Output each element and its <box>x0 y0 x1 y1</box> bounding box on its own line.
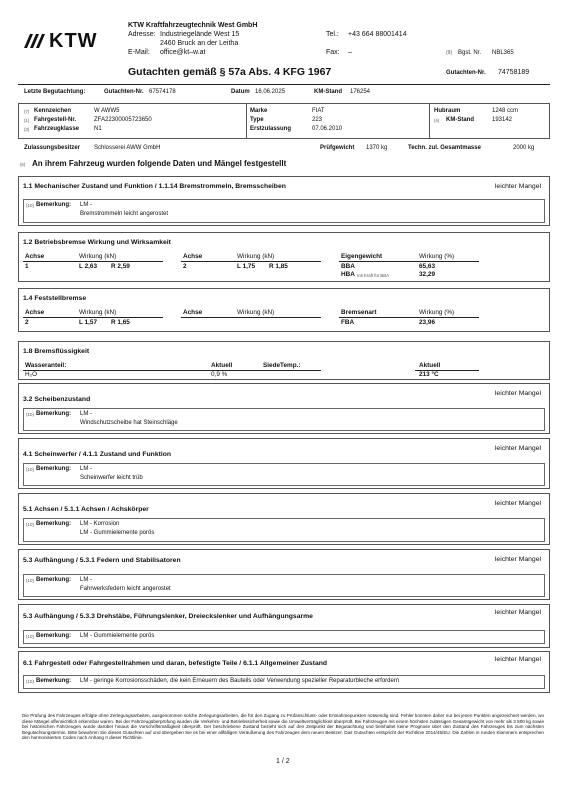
email-label: E-Mail: <box>128 49 150 56</box>
section-title: 1.8 Bremsflüssigkeit <box>23 348 90 355</box>
fahrgestell-value: ZFA22300005723650 <box>94 117 152 123</box>
tel-label: Tel.: <box>326 31 339 38</box>
col-wirkung-pct: Wirkung (%) <box>419 309 455 316</box>
fax-label: Fax: <box>326 49 340 56</box>
erstzulassung-label: Erstzulassung <box>250 126 292 132</box>
severity-label: leichter Mangel <box>494 609 541 616</box>
logo-text: KTW <box>49 30 98 52</box>
remark-code: (10) <box>26 522 35 527</box>
severity-label: leichter Mangel <box>494 390 541 397</box>
row-achse2: 2 <box>183 263 187 270</box>
col-bremsenart: Bremsenart <box>341 309 377 316</box>
col-wirkung: Wirkung (kN) <box>79 253 117 260</box>
remark-label: Bemerkung: <box>36 521 72 527</box>
marke-value: FIAT <box>312 108 325 114</box>
header-underline <box>23 370 321 371</box>
footer-disclaimer: Die Prüfung des Fahrzeuges erfolgte ohne Zerlegungsarbeiten, ausgenommen solche Zerlegungsarbeiten, die für den Zugang zu Prüfanschluss- oder Entnahmepunkten notwendig sind. Fehler konnten daher nur bei jenen Punkten angezeichnet werden, wo diese Mängel offensichtlich erkennbar waren. Bei der Fahrzeugüberprüfung wurden die Verkehrs- und Betriebssicherheit sowie die Umweltverträglichkeit überprüft. Bei Fahrzeugen mit einem höchsten zulässigen Gesamtgewicht von mehr als 3 500 kg sowie bei historischen Fahrzeugen wurde darüber hinaus die Vorschriftsmäßigkeit überprüft. Der beschriebene Zustand bezieht sich auf den Zeitpunkt der Begutachtung und beinhaltet keine Prognose über den Zustand des Fahrzeuges bis zum nächsten Begutachtungstermin. Bitte bewahren Sie dieses Gutachten auf und übergeben Sie es bei einer allfälligen Veräußerung des Fahrzeuges dem neuen Besitzer. Das Gutachten entspricht der Richtlinie 2014/45/EU. Die Zahlen in runden Klammern entsprechen den harmonisierten Codes nach Anhang II dieser Richtlinie. <box>22 713 544 741</box>
section-title: 1.4 Feststellbremse <box>23 295 87 302</box>
col-siedetemp: SiedeTemp.: <box>263 362 301 369</box>
header-underline <box>23 261 163 262</box>
tel-value: +43 664 88001414 <box>348 31 407 38</box>
remark-line1: LM - geringe Korrosionsschäden, die kein Erneuern des Bauteils oder Verwendung spezieller Reparaturbleche erfordern <box>80 678 400 684</box>
col-achse: Achse <box>25 309 45 316</box>
brake-section-1-2 <box>18 232 550 282</box>
remark-line1: LM - <box>80 202 92 208</box>
defect-section-5-1 <box>18 493 550 545</box>
header-underline <box>181 261 321 262</box>
address-line1: Industriegelände West 15 <box>160 31 240 38</box>
defect-section-5-3-1 <box>18 549 550 600</box>
zulassungsbesitzer-value: Schlosserei AWW GmbH <box>94 145 161 151</box>
section-title: 6.1 Fahrgestell oder Fahrgestellrahmen und daran, befestigte Teile / 6.1.1 Allgemeiner Zustand <box>23 660 328 667</box>
remark-label: Bemerkung: <box>36 678 72 684</box>
col-wirkung2: Wirkung (kN) <box>237 309 275 316</box>
gutachten-nr-value: 74758189 <box>498 69 530 76</box>
hubraum-label: Hubraum <box>434 108 461 114</box>
type-label: Type <box>250 117 264 123</box>
remark-box <box>23 574 545 597</box>
remark-box <box>23 199 545 223</box>
row-left2: L 1,75 <box>237 263 256 270</box>
section-title: 5.3 Aufhängung / 5.3.1 Federn und Stabilisatoren <box>23 557 181 564</box>
defect-section-5-3-3 <box>18 604 550 648</box>
remark-line1: LM - <box>80 466 92 472</box>
remark-label: Bemerkung: <box>36 411 72 417</box>
col-wasseranteil: Wasseranteil: <box>25 362 67 369</box>
remark-box <box>23 518 545 542</box>
bgst-code: (9) <box>446 50 453 56</box>
section-title: 1.2 Betriebsbremse Wirkung und Wirksamkeit <box>23 239 171 246</box>
vehicle-col-divider <box>429 104 430 138</box>
marke-label: Marke <box>250 108 268 114</box>
col-achse2: Achse <box>183 309 203 316</box>
pruefgewicht-value: 1370 kg <box>366 145 388 151</box>
fahrgestell-label: Fahrgestell-Nr. <box>34 117 77 123</box>
mangel-heading-code: (6) <box>20 162 26 167</box>
fahrgestell-code: (1) <box>24 118 30 123</box>
section-title: 4.1 Scheinwerfer / 4.1.1 Zustand und Funktion <box>23 451 172 458</box>
row-right: R 2,59 <box>111 263 130 270</box>
header-underline <box>339 317 479 318</box>
section-title: 5.1 Achsen / 5.1.1 Achsen / Achskörper <box>23 506 149 513</box>
mangel-heading: An ihrem Fahrzeug wurden folgende Daten und Mängel festgestellt <box>32 159 287 168</box>
remark-code: (10) <box>26 467 35 472</box>
datum-label: Datum <box>231 89 250 95</box>
letzte-label: Letzte Begutachtung: <box>24 89 86 95</box>
col-aktuell2: Aktuell <box>419 362 441 369</box>
pruefgewicht-label: Prüfgewicht <box>320 145 355 151</box>
remark-box <box>23 675 545 689</box>
hubraum-value: 1248 ccm <box>492 108 519 114</box>
fba-label: FBA <box>341 319 355 326</box>
letzte-gnr-value: 67574178 <box>149 89 176 95</box>
fba-value: 23,96 <box>419 319 435 326</box>
severity-label: leichter Mangel <box>494 656 541 663</box>
remark-code: (10) <box>26 412 35 417</box>
fahrzeugklasse-value: N1 <box>94 126 102 132</box>
remark-code: (10) <box>26 634 35 639</box>
parking-brake-section <box>18 288 550 332</box>
defect-section-3-2 <box>18 383 550 434</box>
severity-label: leichter Mangel <box>494 556 541 563</box>
col-wirkung-pct: Wirkung (%) <box>419 253 455 260</box>
row-h2o: H₂O <box>25 371 38 378</box>
bgst-value: NBL365 <box>492 50 514 56</box>
remark-line2: Windschutzscheibe hat Steinschläge <box>80 420 178 426</box>
header-underline <box>339 261 479 262</box>
kennzeichen-value: W AWW5 <box>94 108 120 114</box>
severity-label: leichter Mangel <box>494 445 541 452</box>
kennzeichen-label: Kennzeichen <box>34 108 72 114</box>
row-temp: 213 °C <box>419 371 439 378</box>
remark-line1: LM - <box>80 577 92 583</box>
row-achse: 1 <box>25 263 29 270</box>
divider <box>18 84 550 85</box>
km-value: 176254 <box>350 89 371 95</box>
kennzeichen-code: (7) <box>24 109 30 114</box>
bba-label: BBA <box>341 263 355 270</box>
fahrzeugklasse-code: (3) <box>24 127 30 132</box>
type-value: 223 <box>312 117 323 123</box>
remark-label: Bemerkung: <box>36 633 72 639</box>
bgst-label: Bgst. Nr. <box>458 50 482 56</box>
remark-label: Bemerkung: <box>36 466 72 472</box>
bba-value: 65,63 <box>419 263 435 270</box>
remark-label: Bemerkung: <box>36 577 72 583</box>
row-left: L 2,63 <box>79 263 98 270</box>
remark-line1: LM - Gummielemente porös <box>80 633 155 639</box>
gesamtmasse-value: 2000 kg <box>513 145 535 151</box>
address-line2: 2460 Bruck an der Leitha <box>160 40 239 47</box>
header-underline <box>181 317 321 318</box>
remark-line2: Fahrwerksfedern leicht angerostet <box>80 586 171 592</box>
remark-box <box>23 463 545 486</box>
km-label: KM-Stand <box>314 89 342 95</box>
col-achse2: Achse <box>183 253 203 260</box>
row-left: L 1,57 <box>79 319 98 326</box>
remark-line1: LM - <box>80 411 92 417</box>
remark-code: (10) <box>26 203 35 208</box>
remark-box <box>23 630 545 644</box>
hba-value: 32,29 <box>419 271 435 278</box>
remark-code: (10) <box>26 679 35 684</box>
kmstand-code: (4) <box>434 118 440 123</box>
remark-line1: LM - Korrosion <box>80 521 120 527</box>
zulassungsbesitzer-label: Zulassungsbesitzer <box>24 145 81 151</box>
letzte-gnr-label: Gutachten-Nr. <box>104 89 144 95</box>
remark-box <box>23 408 545 431</box>
col-aktuell: Aktuell <box>211 362 233 369</box>
defect-section-6-1 <box>18 651 550 693</box>
gesamtmasse-label: Techn. zul. Gesamtmasse <box>408 145 481 151</box>
defect-section-1-1 <box>18 176 550 226</box>
document-title: Gutachten gemäß § 57a Abs. 4 KFG 1967 <box>128 66 332 78</box>
address-label: Adresse: <box>128 31 156 38</box>
section-title: 1.1 Mechanischer Zustand und Funktion / 1.1.14 Bremstrommeln, Bremsscheiben <box>23 183 286 190</box>
row-right2: R 1,85 <box>269 263 288 270</box>
row-right: R 1,65 <box>111 319 130 326</box>
defect-section-4-1 <box>18 438 550 489</box>
col-wirkung2: Wirkung (kN) <box>237 253 275 260</box>
section-title: 5.3 Aufhängung / 5.3.3 Drehstäbe, Führungslenker, Dreieckslenker und Aufhängungsarme <box>23 613 313 620</box>
severity-label: leichter Mangel <box>494 183 541 190</box>
brake-fluid-section <box>18 341 550 380</box>
remark-line2: Scheinwerfer leicht trüb <box>80 475 143 481</box>
fahrzeugklasse-label: Fahrzeugklasse <box>34 126 80 132</box>
remark-line2: LM - Gummielemente porös <box>80 530 155 536</box>
gutachten-nr-label: Gutachten-Nr. <box>446 70 486 76</box>
page-number: 1 / 2 <box>276 758 290 765</box>
email-value: office@kt–w.at <box>160 49 206 56</box>
col-eigengewicht: Eigengewicht <box>341 253 383 260</box>
col-achse: Achse <box>25 253 45 260</box>
vehicle-col-divider <box>246 104 247 138</box>
row-achse: 2 <box>25 319 29 326</box>
row-pct: 0,9 % <box>211 371 228 378</box>
kmstand-value: 193142 <box>492 117 513 123</box>
kmstand-label: KM-Stand <box>446 117 474 123</box>
hba-note: mit Kraft für BBA <box>357 273 389 278</box>
section-title: 3.2 Scheibenzustand <box>23 396 91 403</box>
fax-value: – <box>348 49 352 56</box>
datum-value: 16.06.2025 <box>255 89 286 95</box>
erstzulassung-value: 07.06.2010 <box>312 126 343 132</box>
remark-code: (10) <box>26 578 35 583</box>
header-underline <box>23 317 163 318</box>
col-wirkung: Wirkung (kN) <box>79 309 117 316</box>
logo <box>22 30 104 52</box>
severity-label: leichter Mangel <box>494 500 541 507</box>
remark-label: Bemerkung: <box>36 202 72 208</box>
hba-label: HBA <box>341 271 355 278</box>
company-name: KTW Kraftfahrzeugtechnik West GmbH <box>128 22 258 29</box>
remark-line2: Bremstrommeln leicht angerostet <box>80 211 169 217</box>
